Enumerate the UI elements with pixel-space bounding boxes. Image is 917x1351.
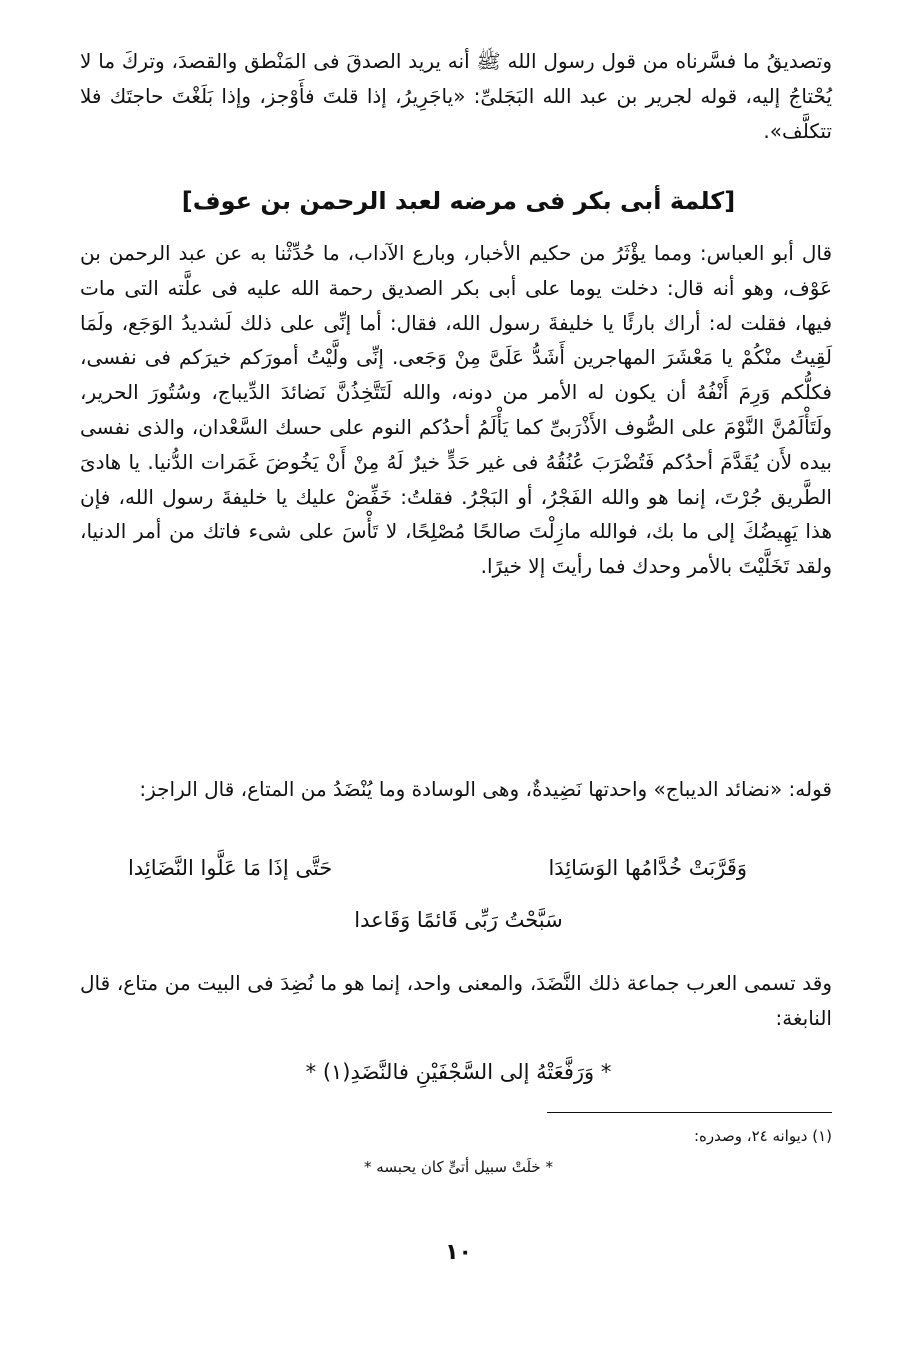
paragraph-main: قال أبو العباس: ومما يؤْثَرُ من حكيم الأخبار، وبارع الآداب، ما حُدِّثْنا به عن عبد الرحمن بن عَوْف، وهو أنه قال: دخلت يوما على أبى بكر الصديق رحمة الله عليه فى علَّته التى مات فيها، فقلت له: أراك بارئًا يا خليفةَ رسول الله، فقال: أما إنِّى على ذلك لَشديدُ الوَجَع، ولَمَا لَقِيتُ منْكُمْ يا مَعْشَرَ المهاجرين أَشَدُّ عَلَىَّ مِنْ وَجَعى. إنِّى ولَّيْتُ أمورَكم خيرَكم فى نفسى، فكلُّكم وَرِمَ أَنْفُهُ أن يكون له الأمر من دونه، والله لَتَتَّخِذُنَّ نَضائدَ الدِّيباج، وسُتُورَ الحرير، ولَتَأْلَمُنَّ النَّوْمَ على الصُّوف الأَذْرَبىِّ كما يَأْلَمُ أحدُكم النوم على حسك السَّعْدان، والذى نفسى بيده لأَن يُقَدَّمَ أحدُكم فَتُضْرَبَ عُنُقُهُ فى غير حَدٍّ خيرٌ لَهُ مِنْ أَنْ يَخُوضَ غَمَرات الدُّنيا. يا هادىَ الطَّريق جُرْتَ، إنما هو والله الفَجْرُ، أو البَجْرُ. فقلتُ: خَفِّضْ عليك يا خليفةَ رسول الله، فإن هذا يَهِيضُكَ إلى ما بك، فوالله مازِلْتَ صالحًا مُصْلِحًا، لا تَأْسَ على شىء فاتك من أمر الدنيا، ولقد تَخَلَّيْتَ بالأمر وحدك فما رأيتَ إلا خيرًا. xyxy=(80,241,832,579)
footnote-1: (١) ديوانه ٢٤، وصدره: xyxy=(693,1127,832,1145)
verse-line xyxy=(0,856,917,892)
page-number: ١٠ xyxy=(445,1240,472,1265)
paragraph-commentary: قوله: «نضائد الديباج» واحدتها نَضِيدةٌ، وهى الوسادة وما يُنْضَدُ من المتاع، قال الراجز: xyxy=(139,777,832,801)
verse-line-center: سَبَّحْتُ رَبِّى قَائمًا وَقَاعدا xyxy=(354,908,563,932)
section-heading: [كلمة أبى بكر فى مرضه لعبد الرحمن بن عوف] xyxy=(181,187,736,215)
paragraph-nabigha: وقد تسمى العرب جماعة ذلك النَّضَدَ، والمعنى واحد، إنما هو ما نُضِدَ فى البيت من متاع، قال النابغة: xyxy=(80,971,832,1030)
footnote-verse: * خلَتْ سبيل أتىٍّ كان يحبسه * xyxy=(364,1158,553,1176)
poetry-quote: * وَرَفَّعَتْهُ إلى السَّجْفَيْنِ فالنَّضَدِ(١) * xyxy=(305,1060,612,1084)
paragraph-intro: وتصديقُ ما فسَّرناه من قول رسول الله ﷺ أنه يريد الصدقَ فى المَنْطق والقصدَ، وتركَ ما لا يُحْتاجُ إليه، قوله لجرير بن عبد الله البَجَلىِّ: «ياجَرِيرُ، إذا قلتَ فأَوْجز، وإذا بَلَغْتَ حاجتَك فلا تتكلَّف». xyxy=(80,49,832,143)
verse-hemistich-left: حَتَّى إذَا مَا عَلَّوا النَّضَائِدا xyxy=(128,856,333,880)
footnote-divider xyxy=(547,1112,832,1113)
verse-hemistich-right: وَقَرَّبَتْ خُدَّامُها الوَسَائِدَا xyxy=(548,856,747,880)
